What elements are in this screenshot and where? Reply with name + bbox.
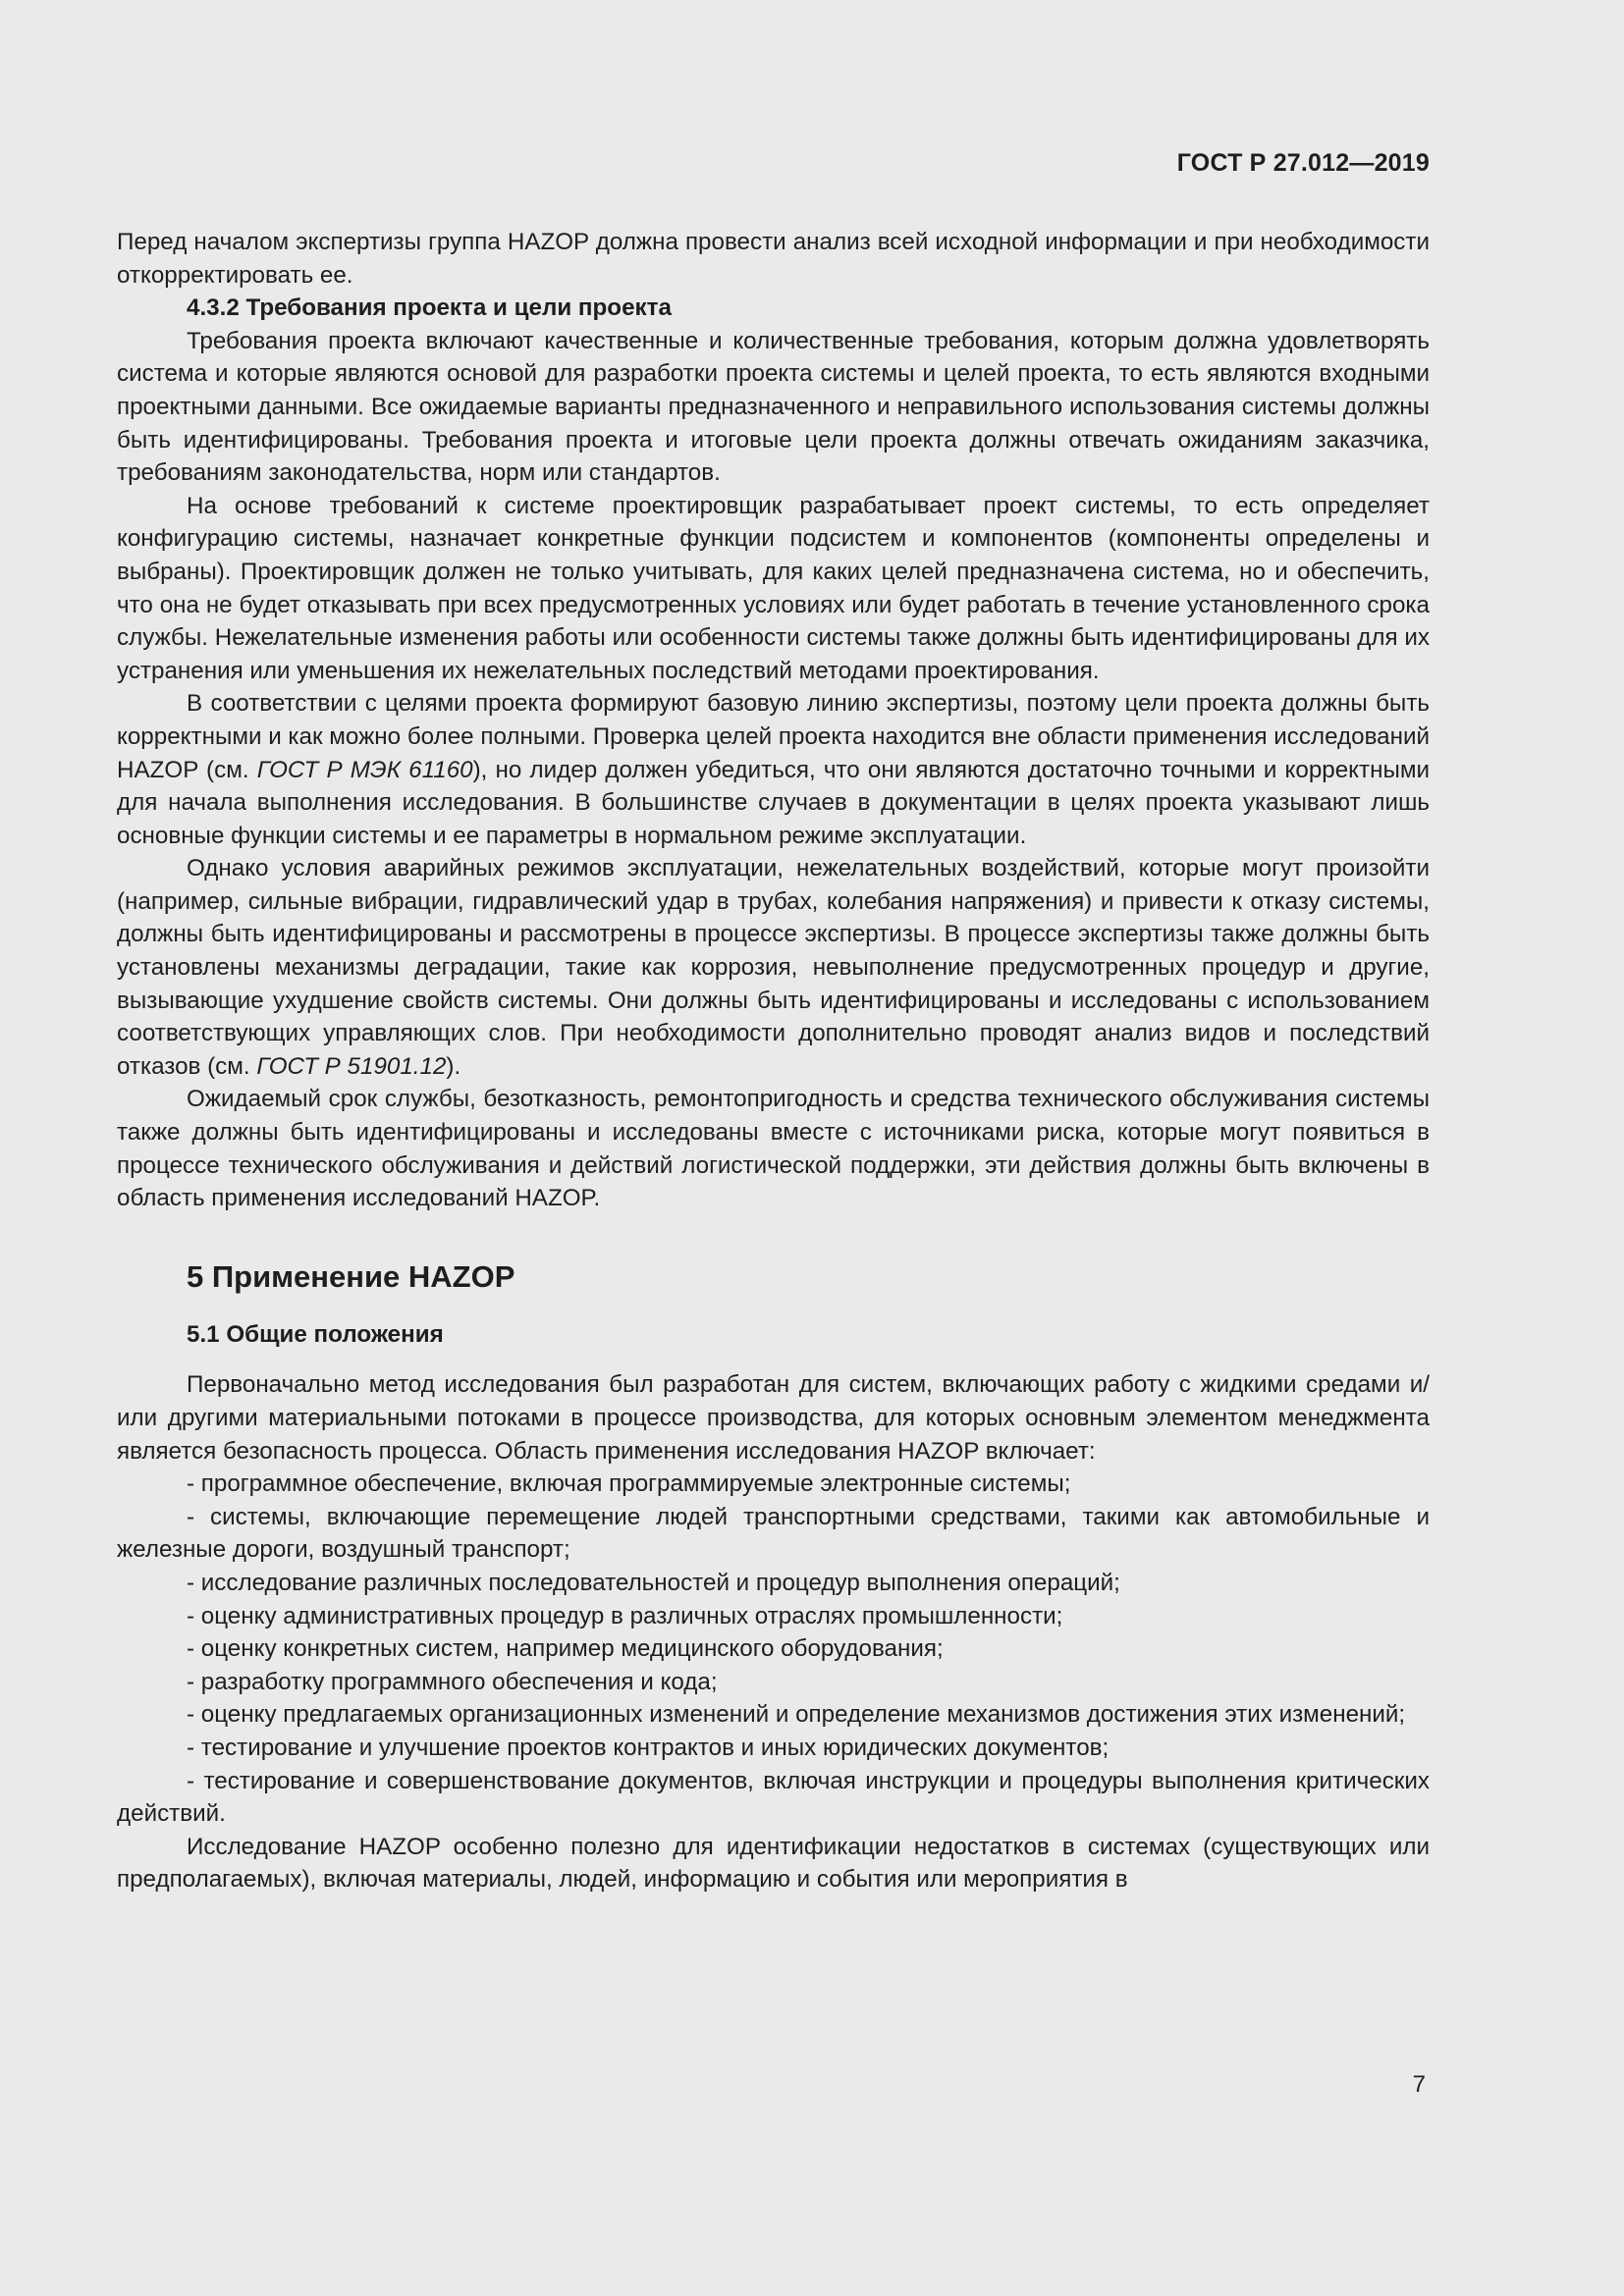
paragraph-3 (117, 687, 1430, 852)
paragraph-4 (117, 852, 1430, 1083)
paragraph-4-text-b: ). (446, 1052, 461, 1080)
paragraph-3-text-b: ), но лидер должен убедиться, что они являются достаточно точными и корректными для начала выполнения исследования. В большинстве случаев в документации в целях проекта указывают лишь основные функции системы и ее параметры в нормальном режиме эксплуатации. (117, 756, 1430, 849)
list-item: - оценку административных процедур в различных отраслях промышленности; (187, 1602, 1063, 1629)
list-item: - разработку программного обеспечения и кода; (187, 1668, 718, 1695)
list-item: - оценку конкретных систем, например медицинского оборудования; (187, 1635, 944, 1663)
reference-gost-iec-61160: ГОСТ Р МЭК 61160 (256, 756, 473, 783)
paragraph-5: Ожидаемый срок службы, безотказность, ремонтопригодность и средства технического обслуживания системы также должны быть идентифицированы и исследованы вместе с источниками риска, которые могут появиться в процессе технического обслуживания и действий логистической поддержки, эти действия должны быть включены в область применения исследований HAZOP. (117, 1086, 1430, 1212)
document-code-header: ГОСТ Р 27.012—2019 (1176, 149, 1430, 177)
list-item: - программное обеспечение, включая программируемые электронные системы; (187, 1470, 1071, 1498)
list-item: - оценку предлагаемых организационных изменений и определение механизмов достижения этих изменений; (187, 1701, 1406, 1729)
paragraph-3-text-a: В соответствии с целями проекта формируют базовую линию экспертизы, поэтому цели проекта должны быть корректными и как можно более полными. Проверка целей проекта находится вне области применения исследований HAZOP (см. (117, 690, 1430, 783)
paragraph-6: Первоначально метод исследования был разработан для систем, включающих работу с жидкими средами и/или другими материальными потоками в процессе производства, для которых основным элементом менеджмента является безопасность процесса. Область применения исследования HAZOP включает: (117, 1371, 1430, 1465)
section-5-heading: 5 Применение HAZOP (187, 1258, 515, 1294)
reference-gost-51901-12: ГОСТ Р 51901.12 (256, 1052, 447, 1080)
list-item: - тестирование и совершенствование документов, включая инструкции и процедуры выполнения критических действий. (117, 1767, 1430, 1828)
paragraph-2: На основе требований к системе проектировщик разрабатывает проект системы, то есть определяет конфигурацию системы, назначает конкретные функции подсистем и компонентов (компоненты определены и выбраны). Проектировщик должен не только учитывать, для каких целей предназначена система, но и обеспечить, что она не будет отказывать при всех предусмотренных условиях или будет работать в течение установленного срока службы. Нежелательные изменения работы или особенности системы также должны быть идентифицированы для их устранения или уменьшения их нежелательных последствий методами проектирования. (117, 492, 1430, 684)
paragraph-1: Требования проекта включают качественные и количественные требования, которым должна удовлетворять система и которые являются основой для разработки проекта системы и целей проекта, то есть являются входными проектными данными. Все ожидаемые варианты предназначенного и неправильного использования системы должны быть идентифицированы. Требования проекта и итоговые цели проекта должны отвечать ожиданиям заказчика, требованиям законодательства, норм или стандартов. (117, 327, 1430, 487)
paragraph-7: Исследование HAZOP особенно полезно для идентификации недостатков в системах (существующих или предполагаемых), включая материалы, людей, информацию и события или мероприятия в (117, 1833, 1430, 1894)
page-number: 7 (1412, 2071, 1426, 2098)
list-item: - тестирование и улучшение проектов контрактов и иных юридических документов; (187, 1734, 1110, 1761)
list-item: - исследование различных последовательностей и процедур выполнения операций; (187, 1569, 1120, 1596)
section-4-3-2-heading: 4.3.2 Требования проекта и цели проекта (187, 294, 672, 322)
section-5-1-heading: 5.1 Общие положения (187, 1320, 444, 1348)
paragraph-4-text-a: Однако условия аварийных режимов эксплуатации, нежелательных воздействий, которые могут произойти (например, сильные вибрации, гидравлический удар в трубах, колебания напряжения) и привести к отказу системы, должны быть идентифицированы и рассмотрены в процессе экспертизы. В процессе экспертизы также должны быть установлены механизмы деградации, такие как коррозия, невыполнение предусмотренных процедур и другие, вызывающие ухудшение свойств системы. Они должны быть идентифицированы и исследованы с использованием соответствующих управляющих слов. При необходимости дополнительно проводят анализ видов и последствий отказов (см. (117, 855, 1430, 1080)
list-item: - системы, включающие перемещение людей транспортными средствами, такими как автомобильные и железные дороги, воздушный транспорт; (117, 1503, 1430, 1564)
paragraph-intro: Перед началом экспертизы группа HAZOP должна провести анализ всей исходной информации и при необходимости откорректировать ее. (117, 229, 1430, 289)
page-content (117, 226, 1430, 1896)
